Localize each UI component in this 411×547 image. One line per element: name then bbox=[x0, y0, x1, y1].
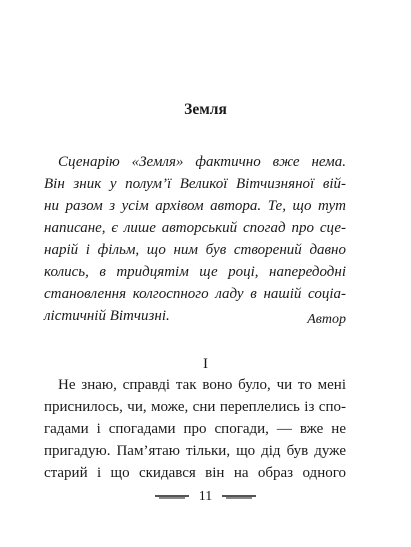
preface-line: нарій і фільм, що ним був створений давно bbox=[44, 242, 346, 258]
preface-paragraph bbox=[44, 151, 346, 327]
preface-line: ни разом з усім архівом автора. Те, що тут bbox=[44, 198, 346, 214]
body-line: старий і що скидався він на образ одного bbox=[44, 465, 346, 481]
body-paragraph bbox=[44, 374, 346, 484]
chapter-number: I bbox=[203, 356, 208, 372]
page-number: 11 bbox=[198, 489, 213, 504]
preface-line: написане, є лише авторський спогад про сце- bbox=[44, 220, 346, 236]
body-line: гадами і спогадами про спогади, — вже не bbox=[44, 421, 346, 437]
preface-signature: Автор bbox=[307, 312, 346, 327]
body-line: приснилось, чи, може, сни переплелись із спо- bbox=[44, 399, 346, 415]
page-title: Земля bbox=[184, 101, 227, 118]
preface-line: Сценарію «Земля» фактично вже нема. bbox=[58, 154, 346, 170]
preface-line: лістичній Вітчизні. bbox=[44, 308, 170, 324]
right-ornament-icon bbox=[222, 494, 256, 500]
preface-line: становлення колгоспного ладу в нашій соціа- bbox=[44, 286, 346, 302]
page-footer bbox=[0, 487, 411, 507]
preface-line: колись, в тридцятім ще році, напередодні bbox=[44, 264, 346, 280]
preface-line: Він зник у полум’ї Великої Вітчизняної вій- bbox=[44, 176, 346, 192]
body-line: Не знаю, справді так воно було, чи то мені bbox=[58, 377, 346, 393]
body-line: пригадую. Пам’ятаю тільки, що дід був дуже bbox=[44, 443, 346, 459]
left-ornament-icon bbox=[155, 494, 189, 500]
